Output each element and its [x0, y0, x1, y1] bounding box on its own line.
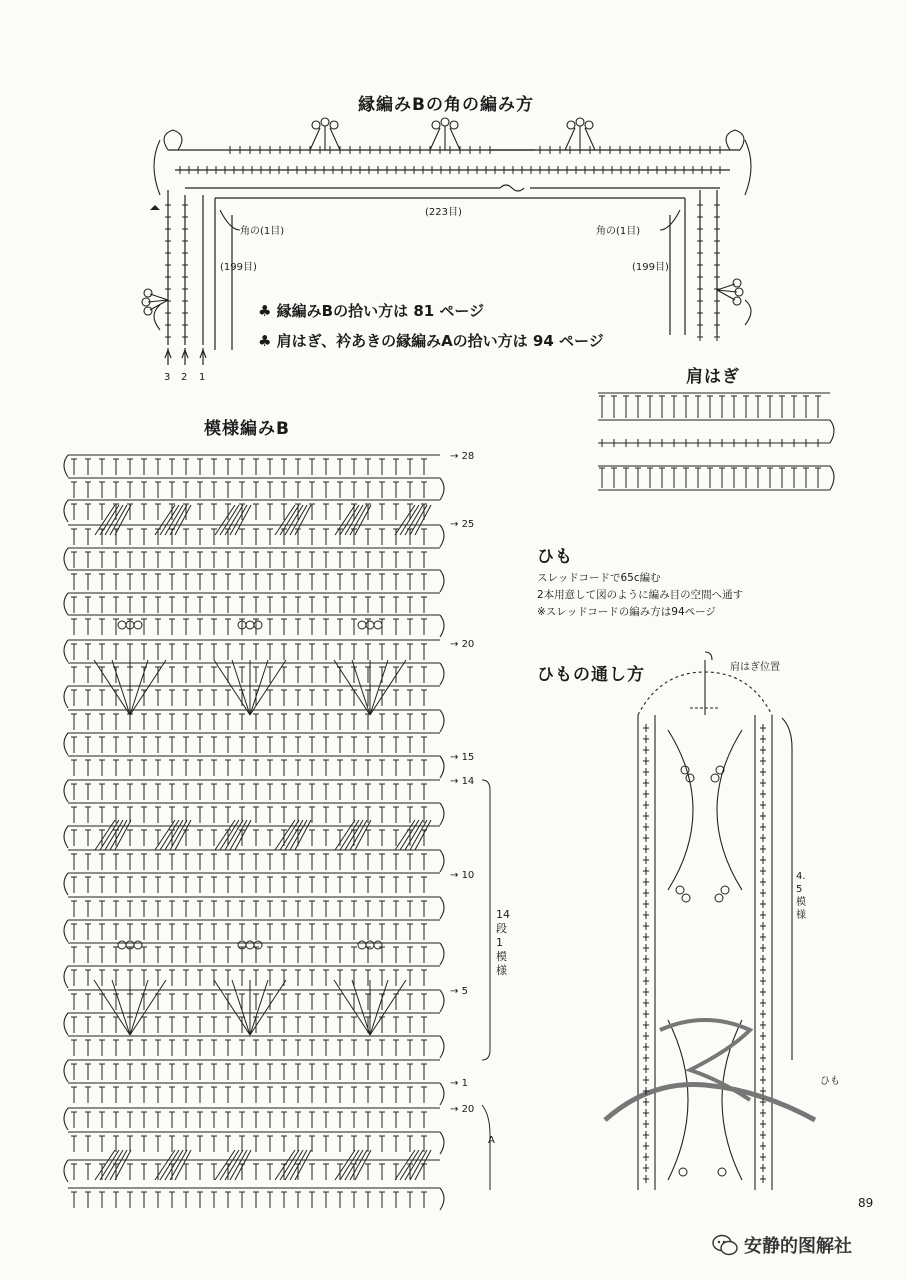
- row-label-25: → 25: [450, 519, 475, 530]
- himo-line3: ※スレッドコードの編み方は94ページ: [537, 606, 716, 618]
- corner-label-right: 角の(1目): [596, 226, 641, 237]
- corner-top-count: (223目): [425, 207, 462, 218]
- row-label-5-text: 5: [461, 986, 468, 997]
- row-label-1: → 1: [450, 1078, 468, 1089]
- corner-chart-title: 縁編みBの角の編み方: [358, 95, 534, 115]
- himo-line2: 2本用意して図のように編み目の空間へ通す: [537, 589, 744, 601]
- himo-threading-repeat: 4.5模様: [796, 871, 806, 921]
- corner-row-2: 2: [181, 372, 188, 383]
- row-label-28-text: 28: [461, 451, 475, 462]
- row-label-20b: → 20: [450, 1104, 475, 1115]
- pattern-b-repeat-label: 14段1模様: [496, 908, 510, 977]
- row-label-10-text: 10: [461, 870, 475, 881]
- corner-row-3: 3: [164, 372, 171, 383]
- page-number: 89: [858, 1196, 874, 1210]
- corner-label-left: 角の(1目): [240, 226, 285, 237]
- row-label-10: → 10: [450, 870, 475, 881]
- corner-right-count: (199目): [632, 262, 669, 273]
- row-label-14-text: 14: [461, 776, 475, 787]
- row-label-25-text: 25: [461, 519, 475, 530]
- row-label-20: → 20: [450, 639, 475, 650]
- himo-line1: スレッドコードで65c編む: [537, 572, 661, 584]
- corner-row-1: 1: [199, 372, 206, 383]
- row-label-28: → 28: [450, 451, 475, 462]
- row-label-20-text: 20: [461, 639, 475, 650]
- shoulder-title: 肩はぎ: [686, 367, 740, 387]
- pattern-b-title: 模様編みB: [204, 419, 290, 439]
- shoulder-position-label: 肩はぎ位置: [730, 662, 780, 673]
- row-label-15-text: 15: [461, 752, 475, 763]
- row-label-1-text: 1: [461, 1078, 468, 1089]
- himo-threading-title: ひもの通し方: [537, 665, 645, 685]
- row-label-20b-text: 20: [461, 1104, 475, 1115]
- row-label-15: → 15: [450, 752, 475, 763]
- watermark-text: 安静的图解社: [744, 1236, 852, 1257]
- pattern-b-repeat-marker: A: [488, 1135, 495, 1146]
- watermark: [712, 1232, 852, 1258]
- wechat-icon: [712, 1234, 738, 1256]
- row-label-5: → 5: [450, 986, 468, 997]
- note-pickup-81: ♣ 縁編みBの拾い方は 81 ページ: [258, 302, 485, 320]
- corner-left-count: (199目): [220, 262, 257, 273]
- himo-title: ひも: [537, 547, 573, 567]
- note-pickup-94: ♣ 肩はぎ、衿あきの縁編みAの拾い方は 94 ページ: [258, 332, 604, 350]
- row-label-14: → 14: [450, 776, 475, 787]
- cord-label: ひも: [820, 1076, 840, 1087]
